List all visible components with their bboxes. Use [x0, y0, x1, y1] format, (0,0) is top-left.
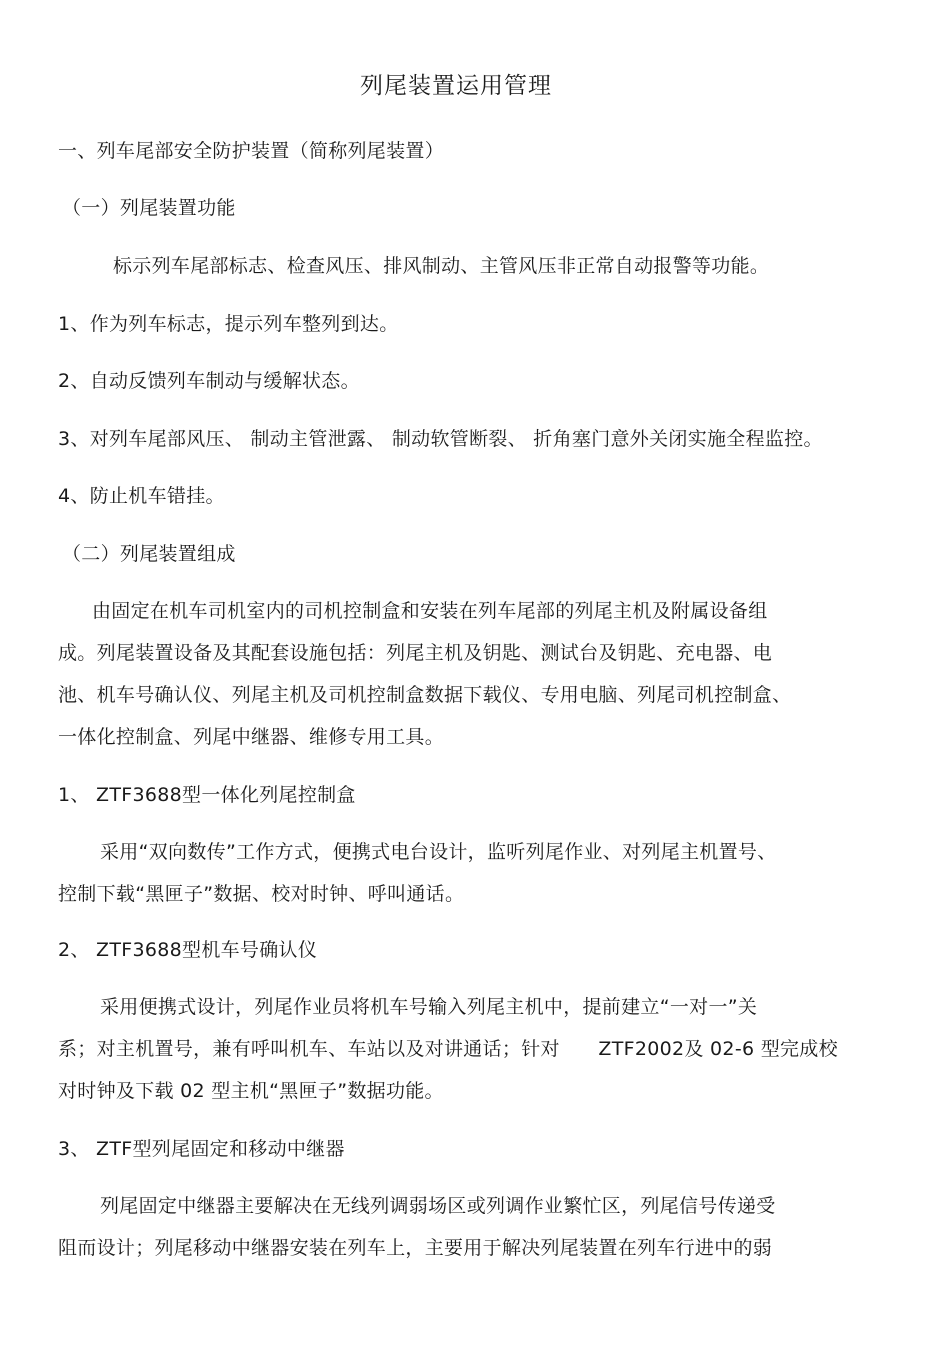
document-title: 列尾装置运用管理	[360, 73, 552, 99]
functions-intro: 标示列车尾部标志、检查风压、排风制动、主管风压非正常自动报警等功能。	[113, 255, 770, 277]
subsection-heading-composition: （二）列尾装置组成	[62, 543, 236, 565]
function-item: 2、自动反馈列车制动与缓解状态。	[58, 370, 360, 392]
item-3-paragraph-line: 阻而设计；列尾移动中继器安装在列车上，主要用于解决列尾装置在列车行进中的弱	[58, 1237, 773, 1259]
item-1-paragraph-line: 采用“双向数传”工作方式，便携式电台设计，监听列尾作业、对列尾主机置号、	[100, 841, 777, 863]
subsection-heading-functions: （一）列尾装置功能	[62, 197, 236, 219]
item-2-title: 2、 ZTF3688型机车号确认仪	[58, 939, 318, 961]
composition-paragraph-line: 由固定在机车司机室内的司机控制盒和安装在列车尾部的列尾主机及附属设备组	[92, 600, 768, 622]
function-item: 3、对列车尾部风压、 制动主管泄露、 制动软管断裂、 折角塞门意外关闭实施全程监控。	[58, 428, 823, 450]
function-item: 4、防止机车错挂。	[58, 485, 225, 507]
composition-paragraph-line: 一体化控制盒、列尾中继器、维修专用工具。	[58, 726, 445, 748]
function-item: 1、作为列车标志，提示列车整列到达。	[58, 313, 399, 335]
item-2-paragraph-line: 采用便携式设计，列尾作业员将机车号输入列尾主机中，提前建立“一对一”关	[100, 996, 758, 1018]
item-2-paragraph-line: 系；对主机置号，兼有呼叫机车、车站以及对讲通话；针对 ZTF2002及 02-6 型完成校	[58, 1038, 838, 1060]
item-1-title: 1、 ZTF3688型一体化列尾控制盒	[58, 784, 356, 806]
item-1-paragraph-line: 控制下载“黑匣子”数据、校对时钟、呼叫通话。	[58, 883, 465, 905]
item-2-paragraph-line: 对时钟及下载 02 型主机“黑匣子”数据功能。	[58, 1080, 444, 1102]
item-3-title: 3、 ZTF型列尾固定和移动中继器	[58, 1138, 345, 1160]
item-3-paragraph-line: 列尾固定中继器主要解决在无线列调弱场区或列调作业繁忙区，列尾信号传递受	[100, 1195, 776, 1217]
section-heading-1: 一、列车尾部安全防护装置（简称列尾装置）	[58, 140, 445, 162]
composition-paragraph-line: 池、机车号确认仪、列尾主机及司机控制盒数据下载仪、专用电脑、列尾司机控制盒、	[58, 684, 792, 706]
composition-paragraph-line: 成。列尾装置设备及其配套设施包括：列尾主机及钥匙、测试台及钥匙、充电器、电	[58, 642, 773, 664]
